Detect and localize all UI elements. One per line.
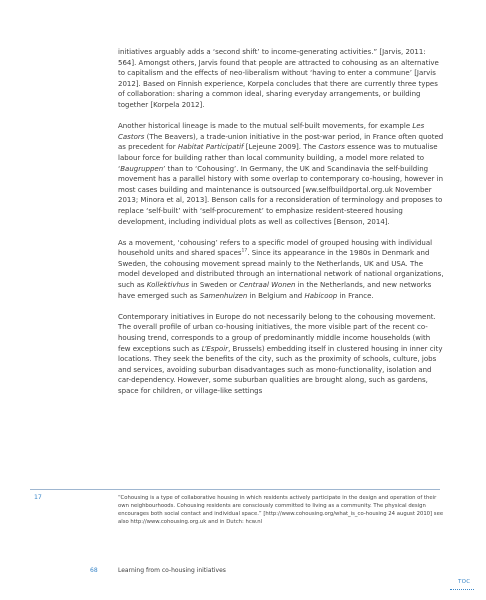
italic-term: Samenhuizen xyxy=(199,291,248,300)
footnote-text: “Cohousing is a type of collaborative housing in which residents actively participate in the design and operation of their own neighbourhoods. Cohousing residents are consciously committed to living as a community. The physical design encourages both social contact and individual space.” [http://www.cohousing.org/what_is_co-housing 24 august 2010] see also http://www.cohousing.org.uk and in Dutch: hcw.nl xyxy=(118,495,444,525)
toc-link[interactable]: TOC xyxy=(458,579,471,585)
text-run: in Belgium and xyxy=(247,291,305,300)
italic-term: Centraal Wonen xyxy=(239,281,296,290)
running-footer-title: Learning from co-housing initiatives xyxy=(118,567,226,574)
italic-term: Habitat Participatif xyxy=(177,143,244,152)
text-run: As a movement, ‘cohousing’ refers to a specific model of grouped housing with individual household units and shared spaces xyxy=(118,238,433,258)
footnote-number: 17 xyxy=(34,494,42,501)
text-run: Contemporary initiatives in Europe do not necessarily belong to the cohousing movement. The overall profile of urban co-housing initiatives, the more visible part of the recent co-housing trend, corresponds to a group of predominantly middle income households (with few exceptions such as xyxy=(118,312,436,353)
text-run: in France. xyxy=(337,291,374,300)
text-run: ’ than to ‘Cohousing’. In Germany, the UK and Scandinavia the self-building movement has a parallel history with some overlap to contemporary co-housing, however in most cases building and maintenance is outsourced [ww.selfbuildportal.org.uk November 2013; Minora et al, 2013]. Benson calls for a reconsideration of terminology and proposes to replace ‘self-built’ with ‘self-procurement’ to emphasize resident-steered housing development, including individual plots as well as collectives [Benson, 2014]. xyxy=(118,164,444,226)
toc-underline xyxy=(450,589,474,590)
text-run: in Sweden or xyxy=(189,281,240,290)
text-run: . Since its appearance in the 1980s in Denmark and Sweden, the cohousing movement spread mainly to the Netherlands, UK and USA. The model developed and distributed through an international network of national organizations, such as xyxy=(118,249,444,290)
text-run: (The Beavers), a trade-union initiative in the post-war period, in France often quoted as precedent for xyxy=(118,132,444,152)
text-run: essence was to mutualise labour force for building rather than local community building, a model more related to ‘ xyxy=(118,143,438,173)
text-run: [Lejeune 2009]. The xyxy=(243,143,319,152)
paragraph xyxy=(118,238,444,302)
italic-term: Castors xyxy=(318,143,345,152)
text-run: Another historical lineage is made to the mutual self-built movements, for example xyxy=(118,122,413,131)
footnote-reference: 17 xyxy=(241,248,248,254)
italic-term: Les Castors xyxy=(118,122,425,141)
page-number: 68 xyxy=(90,567,98,574)
paragraph xyxy=(118,312,444,397)
text-run: , Brussels) embedding itself in clustered housing in inner city locations. They seek the benefits of the city, such as the proximity of schools, culture, jobs and services, avoiding suburban disadvantages such as mono-functionality, isolation and car-dependency. However, some suburban qualities are brought along, such as gardens, space for children, or village-like settings xyxy=(118,344,443,395)
main-text xyxy=(118,47,444,407)
italic-term: Kollektivhus xyxy=(146,281,189,290)
text-run: in the Netherlands, and new networks have emerged such as xyxy=(118,281,432,300)
italic-term: L’Espoir xyxy=(201,344,229,353)
text-run: initiatives arguably adds a ‘second shift’ to income-generating activities.” [Jarvis, 2011: 564]. Amongst others, Jarvis found that people are attracted to cohousing as an alternative to capitalism and the effects of neo-liberalism without ‘having to enter a commune’ [Jarvis 2012]. Based on Finnish experience, Korpela concludes that there are currently three types of collaboration: sharing a common ideal, sharing everyday arrangements, or building together [Korpela 2012]. xyxy=(118,48,439,109)
italic-term: Baugruppen xyxy=(120,164,164,173)
italic-term: Habicoop xyxy=(304,291,338,300)
paragraph xyxy=(118,47,444,111)
paragraph xyxy=(118,121,444,227)
footnote-divider xyxy=(30,489,440,490)
